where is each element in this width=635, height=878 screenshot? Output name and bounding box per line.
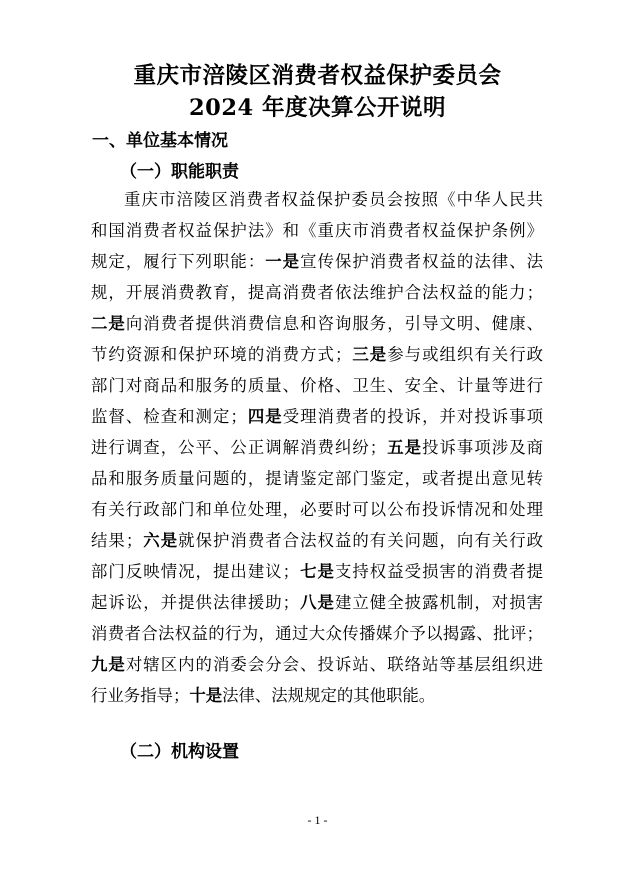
line-text: 规，开展消费教育，提高消费者依法维护合法权益的能力； — [91, 283, 543, 302]
paragraph-line — [91, 184, 543, 215]
line-text: 部门反映情况，提出建议； — [91, 562, 300, 581]
paragraph-line — [91, 525, 543, 556]
line-text: 节约资源和保护环境的消费方式； — [91, 345, 352, 364]
emphasis-text: 二是 — [91, 314, 126, 333]
paragraph-line — [91, 308, 543, 339]
line-text: 起诉讼，并提供法律援助； — [91, 593, 300, 612]
line-text: 进行调查，公平、公正调解消费纠纷； — [91, 438, 387, 457]
line-text: 受理消费者的投诉，并对投诉事项 — [282, 407, 543, 426]
line-text: 向消费者提供消费信息和咨询服务，引导文明、健康、 — [125, 314, 543, 333]
paragraph-line — [91, 680, 543, 711]
line-text: 监督、检查和测定； — [91, 407, 247, 426]
line-text: 就保护消费者合法权益的有关问题，向有关行政 — [178, 531, 543, 550]
emphasis-text: 一是 — [265, 252, 301, 271]
subsection-heading-functions: （一）职能职责 — [120, 162, 239, 182]
line-text: 和国消费者权益保护法》和《重庆市消费者权益保护条例》 — [91, 221, 543, 240]
line-text: 宣传保护消费者权益的法律、法 — [300, 252, 543, 271]
emphasis-text: 九是 — [91, 655, 126, 674]
line-text: 法律、法规规定的其他职能。 — [222, 686, 436, 705]
paragraph-line — [91, 401, 543, 432]
paragraph-line — [91, 339, 543, 370]
line-text: 重庆市涪陵区消费者权益保护委员会按照《中华人民共 — [124, 190, 543, 209]
emphasis-text: 五是 — [386, 438, 423, 457]
paragraph-line — [91, 277, 543, 308]
line-text: 有关行政部门和单位处理，必要时可以公布投诉情况和处理 — [91, 500, 543, 519]
paragraph-line — [91, 494, 543, 525]
line-text: 部门对商品和服务的质量、价格、卫生、安全、计量等进行 — [91, 376, 543, 395]
line-text: 投诉事项涉及商 — [422, 438, 543, 457]
line-text: 规定，履行下列职能： — [91, 252, 266, 271]
line-text: 支持权益受损害的消费者提 — [334, 562, 543, 581]
paragraph-line — [91, 215, 543, 246]
paragraph-line — [91, 432, 543, 463]
line-text: 对辖区内的消委会分会、投诉站、联络站等基层组织进 — [125, 655, 543, 674]
line-text: 行业务指导； — [91, 686, 190, 705]
line-text: 消费者合法权益的行为，通过大众传播媒介予以揭露、批评； — [91, 624, 543, 643]
document-title-line2: 2024 年度决算公开说明 — [189, 95, 446, 121]
page-number: - 1 - — [307, 813, 328, 827]
emphasis-text: 八是 — [299, 593, 335, 612]
paragraph-line — [91, 370, 543, 401]
emphasis-text: 三是 — [351, 345, 388, 364]
emphasis-text: 七是 — [299, 562, 335, 581]
paragraph-line — [91, 246, 543, 277]
emphasis-text: 四是 — [246, 407, 283, 426]
paragraph-line — [91, 463, 543, 494]
line-text: 参与或组织有关行政 — [387, 345, 543, 364]
line-text: 建立健全披露机制，对损害 — [334, 593, 543, 612]
line-text: 品和服务质量问题的，提请鉴定部门鉴定，或者提出意见转 — [91, 469, 543, 488]
section-heading-basic-info: 一、单位基本情况 — [92, 131, 228, 151]
emphasis-text: 十是 — [189, 686, 223, 705]
paragraph-line — [91, 618, 543, 649]
document-title-line1: 重庆市涪陵区消费者权益保护委员会 — [133, 63, 502, 89]
line-text: 结果； — [91, 531, 143, 550]
paragraph-line — [91, 649, 543, 680]
subsection-heading-organization: （二）机构设置 — [120, 742, 239, 762]
paragraph-line — [91, 587, 543, 618]
emphasis-text: 六是 — [142, 531, 179, 550]
paragraph-line — [91, 556, 543, 587]
functions-paragraph — [91, 184, 543, 711]
